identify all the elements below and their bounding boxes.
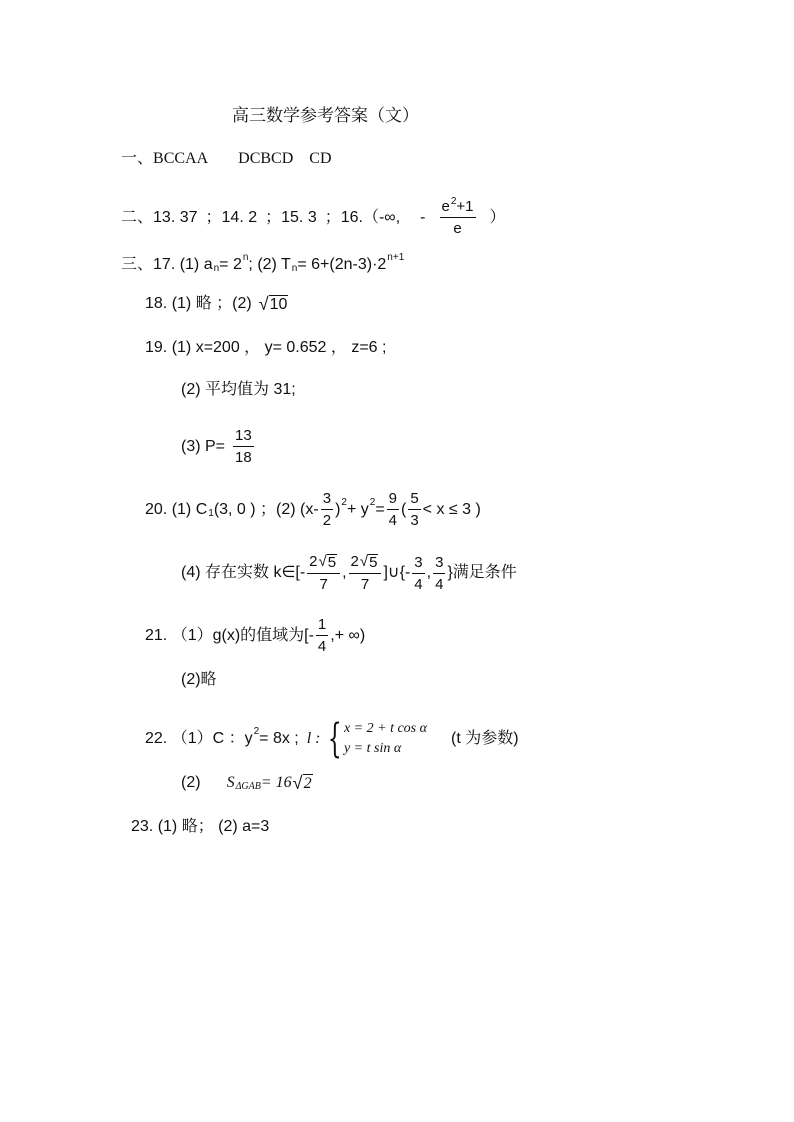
answer-17: 三、 17. (1) a n = 2 n ; (2) T n = 6+(2n-3)·2 n+1: [121, 252, 405, 274]
fraction: $\frac{9}{4}$: [388, 490, 397, 529]
sqrt-expression: √ 2: [292, 772, 312, 793]
line-label: l :: [306, 730, 321, 747]
fraction: $\frac{3}{4}$: [414, 553, 423, 593]
answer-23: 23. (1) 略； (2) a=3: [131, 818, 270, 835]
answer-20-line-1: 20. (1) C 1 (3, 0 ) ；(2) (x- $\frac{3}{2}$ ) 2 + y 2 = $\frac{9}{4}$ ( $\frac{5}{3}$ < x ≤ 3 ): [145, 490, 481, 529]
parametric-system: { x = 2 + t cos α y = t sin α: [327, 716, 427, 762]
separator: ；: [324, 208, 341, 226]
answer-15: 15. 3: [281, 208, 317, 226]
section-2-label: 二、: [121, 208, 154, 226]
answers-6-10: DCBCD: [238, 150, 294, 167]
answer-22-part-1: 22. （1）C ：y 2 = 8x ; l : { x = 2 + t cos α y = t sin α (t 为参数): [145, 716, 519, 762]
section-1-choice-answers: [121, 149, 332, 169]
answer-21-part-2: (2)略: [181, 671, 217, 688]
answer-13: 13. 37: [153, 208, 198, 226]
answer-19-part-2: (2) 平均值为 31;: [181, 381, 296, 398]
fraction: $\frac{5}{3}$: [410, 490, 419, 529]
answer-21-part-1: 21. （1）g(x)的值域为[- $\frac{1}{4}$ ,+ ∞): [145, 616, 366, 655]
sqrt-expression: √ 10: [258, 293, 288, 314]
fraction: $\frac{1}{4}$: [317, 616, 327, 655]
answer-19-part-1: 19. (1) x=200 ， y= 0.652 ， z=6 ;: [145, 339, 387, 356]
answer-14: 14. 2: [221, 208, 258, 226]
answers-11-12: CD: [309, 150, 332, 167]
answer-16-close: ）: [489, 208, 506, 226]
answers-1-5: BCCAA: [153, 150, 209, 167]
answer-19-part-3: (3) P= $\frac{13}{18}$: [181, 427, 252, 466]
answer-16-prefix: 16.（-∞,: [340, 208, 401, 226]
separator: ；: [265, 208, 282, 226]
answer-18: 18. (1) 略 ；(2) √ 10: [145, 293, 288, 314]
answer-16-fraction: $\frac{e^2+1}{e}$: [441, 196, 474, 237]
fraction: $\frac{3}{4}$: [435, 553, 444, 593]
section-1-label: 一、: [121, 150, 154, 167]
fraction: 2 √ 5 7: [349, 554, 382, 592]
fraction: $\frac{13}{18}$: [235, 427, 252, 466]
answer-22-part-2: (2) S ΔGAB = 16 √ 2: [181, 772, 312, 793]
minus-sign: -: [420, 208, 426, 226]
section-3-label: 三、: [121, 256, 154, 273]
fraction: 2 √ 5 7: [307, 554, 340, 592]
fraction: $\frac{3}{2}$: [322, 490, 332, 529]
answer-20-part-4: (4) 存在实数 k∈[- 2 √ 5 7 , 2 √ 5 7 ]∪{- $\frac{3}{4}$ , $\frac{3}{4}$ }满足条件: [181, 553, 517, 593]
page-title: 高三数学参考答案（文）: [232, 106, 419, 125]
separator: ；: [205, 208, 222, 226]
section-2-fill-answers: [121, 196, 506, 237]
